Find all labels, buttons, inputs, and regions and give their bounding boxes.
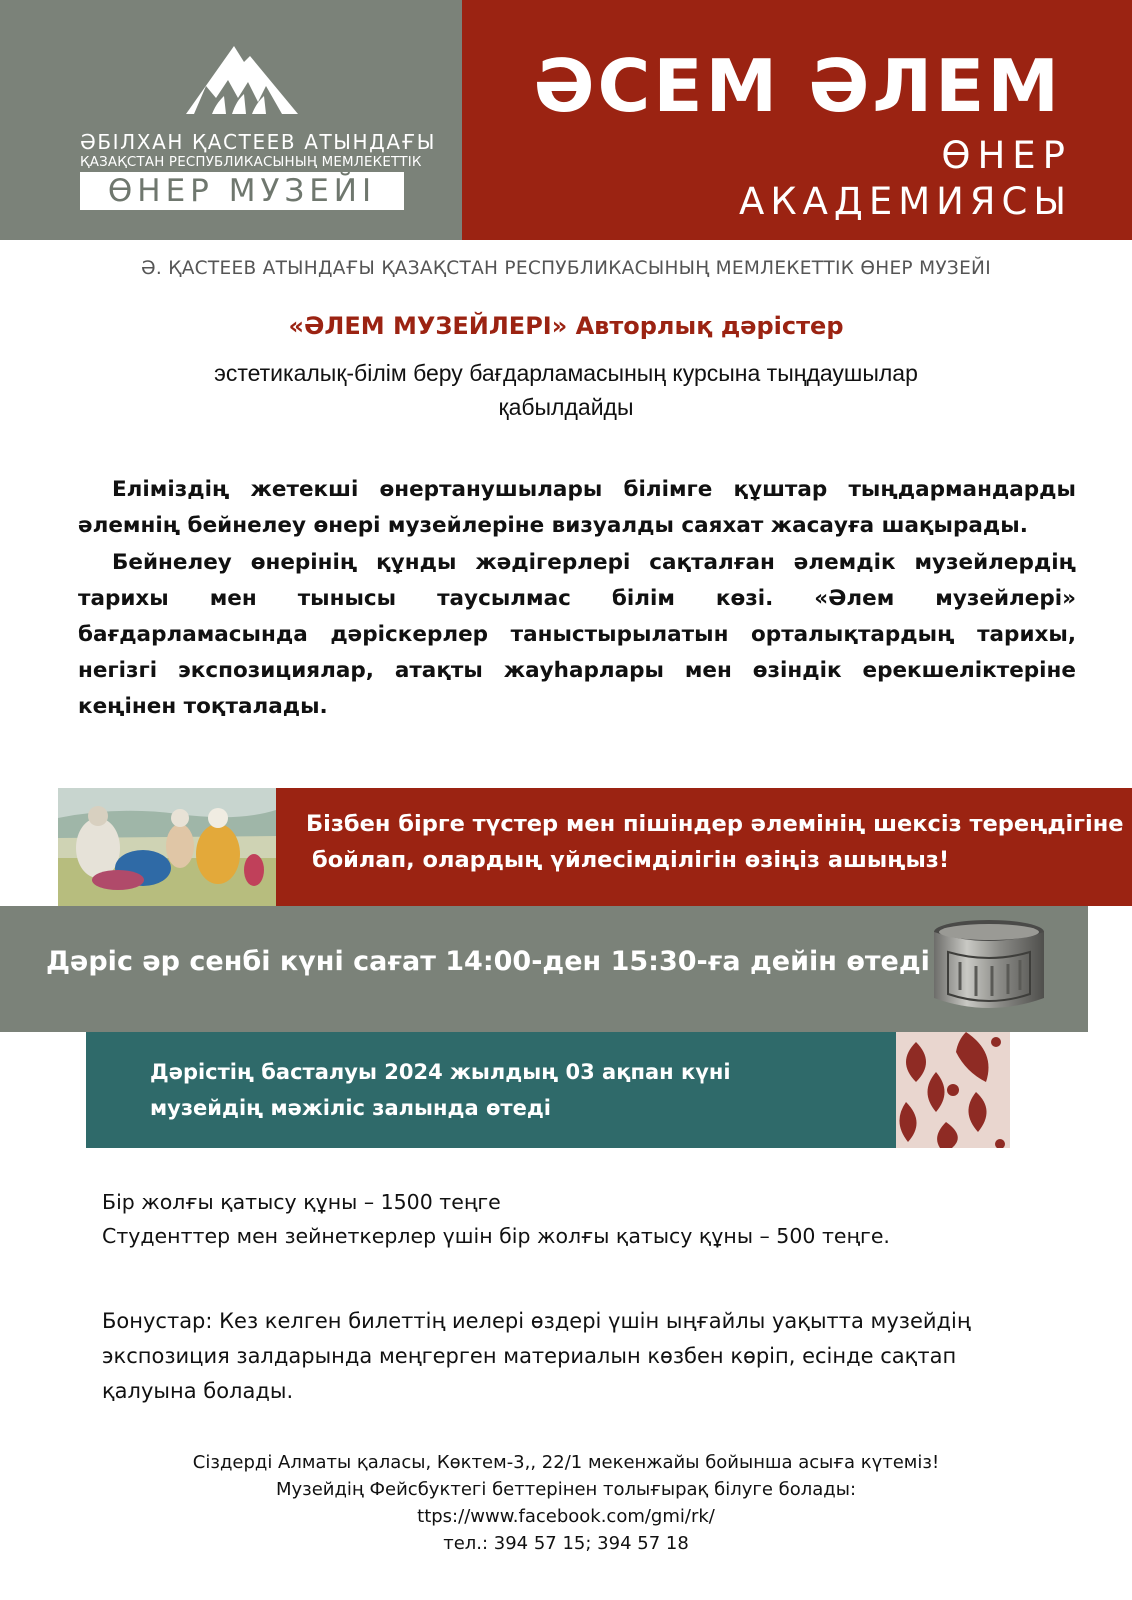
- start-date-line1: Дәрістің басталуы 2024 жылдың 03 ақпан күні: [150, 1060, 731, 1084]
- painting-image: [58, 788, 276, 906]
- invitation-text: [306, 806, 1126, 878]
- footer-phone: тел.: 394 57 15; 394 57 18: [443, 1533, 689, 1554]
- logo-text-line2: ҚАЗАҚСТАН РЕСПУБЛИКАСЫНЫҢ МЕМЛЕКЕТТІК: [80, 155, 422, 170]
- schedule-text: Дәріс әр сенбі күні сағат 14:00-ден 15:30-ға дейін өтеді: [46, 946, 930, 977]
- academy-subtitle-line1: ӨНЕР: [941, 134, 1072, 177]
- bonus-text: Бонустар: Кез келген билеттің иелері өздері үшін ыңғайлы уақытта музейдің экспозиция залдарында меңгерген материалын көзбен көріп, есінде сақтап қалуына болады.: [102, 1309, 971, 1403]
- invitation-line2: бойлап, олардың үйлесімділігін өзіңіз ашыңыз!: [312, 847, 950, 873]
- logo-text-line3: ӨНЕР МУЗЕЙІ: [80, 172, 404, 210]
- academy-subtitle-line2: АКАДЕМИЯСЫ: [739, 180, 1072, 223]
- ornament-image: [896, 1032, 1010, 1148]
- mountain-logo-icon: [182, 42, 302, 120]
- price-students: Студенттер мен зейнеткерлер үшін бір жолғы қатысу құны – 500 теңге.: [102, 1224, 890, 1248]
- intro-text: эстетикалық-білім беру бағдарламасының курсына тыңдаушылар қабылдайды: [214, 360, 918, 420]
- logo-text-line1: ӘБІЛХАН ҚАСТЕЕВ АТЫНДАҒЫ: [80, 130, 437, 154]
- invitation-line1: Бізбен бірге түстер мен пішіндер әлемінің шексіз тереңдігіне: [306, 811, 1124, 837]
- academy-title: ӘСЕМ ӘЛЕМ: [533, 44, 1062, 128]
- museum-name-line: Ә. ҚАСТЕЕВ АТЫНДАҒЫ ҚАЗАҚСТАН РЕСПУБЛИКАСЫНЫҢ МЕМЛЕКЕТТІК ӨНЕР МУЗЕЙІ: [141, 258, 991, 279]
- footer-facebook-link[interactable]: ttps://www.facebook.com/gmi/rk/: [417, 1506, 715, 1527]
- bracelet-image: [930, 918, 1048, 1018]
- start-date-text: [150, 1054, 731, 1126]
- price-single: Бір жолғы қатысу құны – 1500 теңге: [102, 1190, 501, 1214]
- footer-address: Сіздерді Алматы қаласы, Көктем-3,, 22/1 мекенжайы бойынша асыға күтеміз!: [192, 1452, 940, 1473]
- body-paragraph-2: Бейнелеу өнерінің құнды жәдігерлері сақталған әлемдік музейлердің тарихы мен тынысы таусылмас білім көзі. «Әлем музейлері» бағдарламасында дәрiскерлер таныстырылатын орталықтардың тарихы, негізгі экспозициялар, атақты жауһарлары мен өзіндік ерекшеліктеріне кеңінен тоқталады.: [78, 550, 1076, 719]
- body-paragraph-1: Еліміздің жетекші өнертанушылары білімге құштар тыңдармандарды әлемнің бейнелеу өнері музейлеріне визуалды саяхат жасауға шақырады.: [78, 477, 1076, 538]
- lecture-title: «ӘЛЕМ МУЗЕЙЛЕРІ» Авторлық дәрістер: [288, 312, 844, 340]
- footer-facebook-note: Музейдің Фейсбуктегі беттерінен толығырақ білуге болады:: [275, 1479, 857, 1500]
- start-date-line2: музейдің мәжіліс залында өтеді: [150, 1096, 551, 1120]
